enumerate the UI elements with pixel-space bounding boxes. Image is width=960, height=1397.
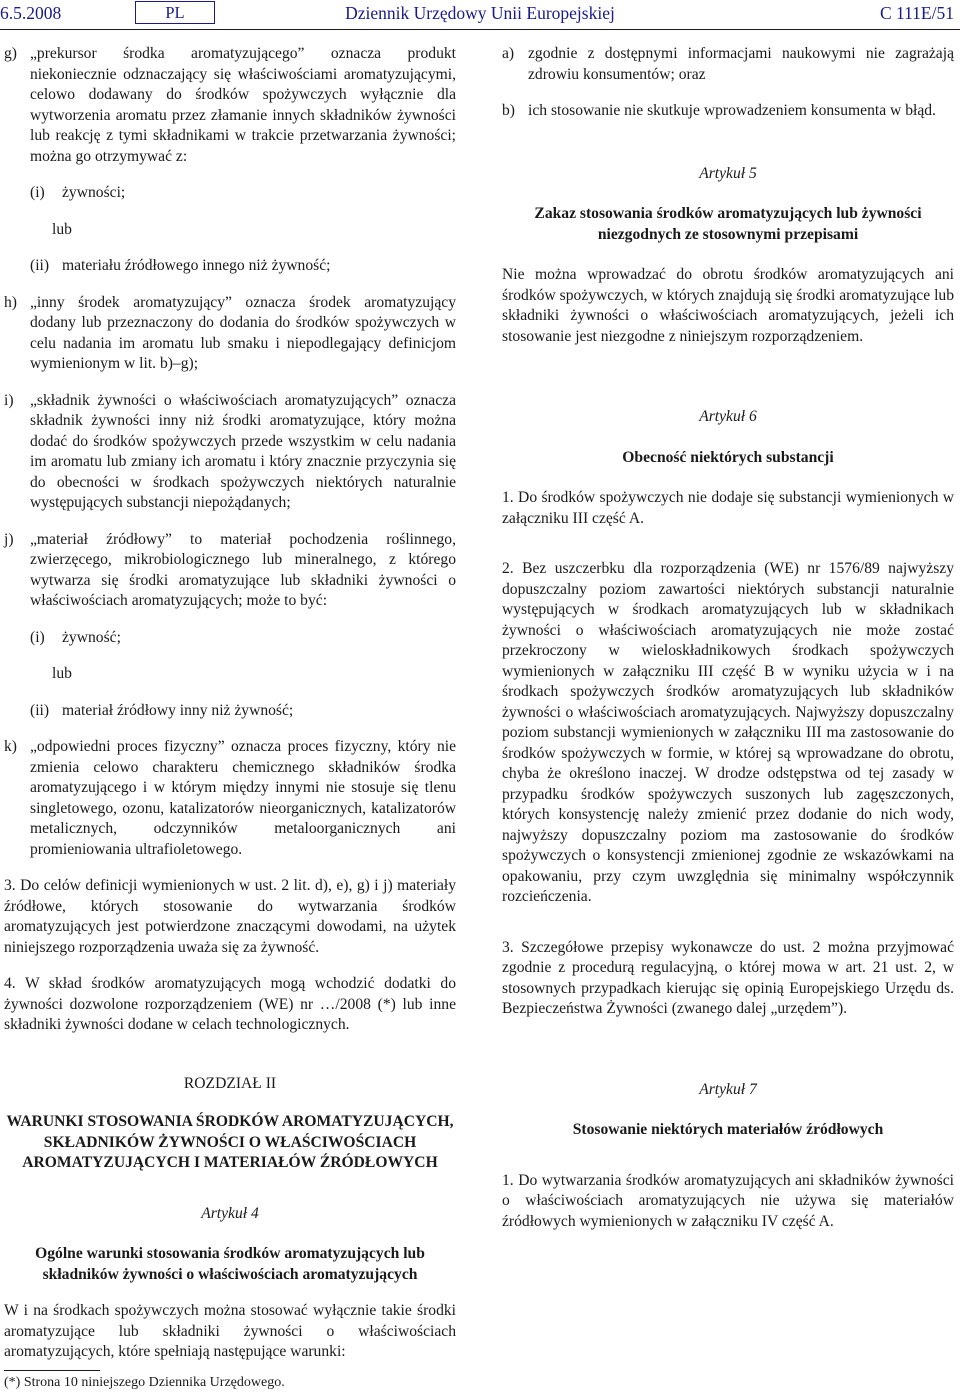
subitem-j-i <box>4 628 456 649</box>
article-7-title: Stosowanie niektórych materiałów źródłowych <box>572 1121 884 1138</box>
definition-j <box>4 530 456 612</box>
item-label: i) <box>4 391 14 409</box>
definition-g <box>4 44 456 167</box>
subitem-text: materiał źródłowy inny niż żywność; <box>62 701 294 719</box>
publication-date: 6.5.2008 <box>0 3 62 23</box>
item-label: h) <box>4 293 17 311</box>
article-6-paragraph-1: 1. Do środków spożywczych nie dodaje się substancji wymienionych w załączniku III część A. <box>502 489 954 527</box>
article-6-title: Obecność niektórych substancji <box>622 448 834 466</box>
item-text: „materiał źródłowy” to materiał pochodzenia roślinnego, zwierzęcego, mikrobiologicznego lub mineralnego, z którego wytwarza się środki aromatyzujące lub składniki żywności o właściwościach aromatyzujących; może to być: <box>30 530 456 609</box>
chapter-number: ROZDZIAŁ II <box>183 1074 277 1092</box>
condition-b <box>502 101 954 122</box>
item-text: „odpowiedni proces fizyczny” oznacza proces fizyczny, który nie zmienia celowo charakteru chemicznego składników środka aromatyzującego i w którym między innymi nie stosuje się tlenu singletowego, ozonu, katalizatorów nieorganicznych, katalizatorów metalicznych, odczynników metaloorganicznych ani promieniowania ultrafioletowego. <box>30 738 456 858</box>
item-label: j) <box>4 530 14 548</box>
article-7-heading: Artykuł 7 <box>699 1080 757 1098</box>
footnote: (*) Strona 10 niniejszego Dziennika Urzędowego. <box>4 1375 285 1390</box>
page-header <box>0 0 960 30</box>
language-box: PL <box>135 1 215 24</box>
definition-k <box>4 737 456 860</box>
footnote-rule <box>4 1370 100 1371</box>
chapter-title: WARUNKI STOSOWANIA ŚRODKÓW AROMATYZUJĄCYCH, SKŁADNIKÓW ŻYWNOŚCI O WŁAŚCIWOŚCIACH AROMATYZUJĄCYCH I MATERIAŁÓW ŹRÓDŁOWYCH <box>6 1113 454 1171</box>
item-label: k) <box>4 738 17 755</box>
item-text: „inny środek aromatyzujący” oznacza środek aromatyzujący dodany lub przeznaczony do dodania do środków spożywczych w celu nadania im aromatu lub smaku i niepodlegający definicjom wymienionym w lit. b)–g); <box>30 293 456 372</box>
item-text: zgodnie z dostępnymi informacjami naukowymi nie zagrażają zdrowiu konsumentów; oraz <box>528 45 954 83</box>
article-5-heading: Artykuł 5 <box>699 164 757 182</box>
journal-title: Dziennik Urzędowy Unii Europejskiej <box>345 3 615 23</box>
article-7-paragraph-1: 1. Do wytwarzania środków aromatyzujących ani składników żywności o właściwościach aromatyzujących nie używa się materiałów źródłowych wymienionych w załączniku IV część A. <box>502 1171 954 1230</box>
subitem-j-ii <box>4 701 456 722</box>
connector-lub: lub <box>52 220 72 238</box>
subitem-text: materiału źródłowego innego niż żywność; <box>62 257 331 274</box>
item-label: b) <box>502 102 515 119</box>
subitem-label: (ii) <box>30 257 50 274</box>
article-6-heading: Artykuł 6 <box>699 408 757 425</box>
item-text: „składnik żywności o właściwościach aromatyzujących” oznacza składnik żywności inny niż środki aromatyzujące, który można dodać do środków spożywczych przede wszystkim w celu nadania im aromatu lub zmiany ich aromatu i który znacznie przyczynia się do obecności w środkach spożywczych niektórych naturalnie występujących substancji niepożądanych; <box>30 391 456 511</box>
item-text: „prekursor środka aromatyzującego” oznacza produkt niekoniecznie odznaczający się właściwościami aromatyzującymi, celowo dodawany do środków spożywczych wyłącznie dla wytworzenia aromatu przez złamanie innych składników żywności lub reakcję z tymi składnikami w trakcie przetwarzania żywności; można go otrzymywać z: <box>30 45 456 165</box>
journal-reference: C 111E/51 <box>879 3 954 23</box>
subitem-text: żywność; <box>62 628 121 646</box>
item-text: ich stosowanie nie skutkuje wprowadzeniem konsumenta w błąd. <box>528 102 936 119</box>
item-label: a) <box>502 45 515 62</box>
subitem-label: (i) <box>30 628 45 646</box>
item-label: g) <box>4 45 17 62</box>
article-5-title: Zakaz stosowania środków aromatyzujących lub żywności niezgodnych ze stosownymi przepisami <box>534 205 922 243</box>
header-rule <box>0 29 960 30</box>
article-5-text: Nie można wprowadzać do obrotu środków aromatyzujących ani środków spożywczych, w których znajdują się środki aromatyzujące lub składniki żywności o właściwościach aromatyzujących, jeżeli ich stosowanie jest niezgodne z niniejszym rozporządzeniem. <box>502 266 954 345</box>
right-column <box>502 44 954 1232</box>
article-4-text: W i na środkach spożywczych można stosować wyłącznie takie środki aromatyzujące lub składniki żywności o właściwościach aromatyzujących, które spełniają następujące warunki: <box>4 1302 456 1360</box>
definition-i <box>4 391 456 514</box>
article-6-paragraph-2: 2. Bez uszczerbku dla rozporządzenia (WE) nr 1576/89 najwyższy dopuszczalny poziom zawartości niektórych substancji naturalnie występujących w środkach aromatyzujących lub w składnikach żywności o właściwościach aromatyzujących nie może zostać przekroczony w wieloskładnikowych środkach spożywczych wymienionych w załączniku III część B w wyniku użycia w i na środkach spożywczych środków aromatyzujących lub składników żywności o właściwościach aromatyzujących. Najwyższy dopuszczalny poziom substancji wymienionych w załączniku III ma zastosowanie do środków spożywczych w formie, w której są wprowadzane do obrotu, chyba że określono inaczej. W drodze odstępstwa od tej zasady w przypadku środków spożywczych suszonych lub zagęszczonych, których konsystencję należy zmienić przez dodanie do nich wody, najwyższy dopuszczalny poziom ma zastosowanie do środków spożywczych o konsystencji zmienionej zgodnie ze wskazówkami na opakowaniu, przy czym uwzględnia się minimalny współczynnik rozcieńczenia. <box>502 560 954 905</box>
subitem-g-ii <box>4 256 456 277</box>
subitem-label: (i) <box>30 184 45 201</box>
article-4-title: Ogólne warunki stosowania środków aromatyzujących lub składników żywności o właściwościach aromatyzujących <box>35 1245 425 1283</box>
condition-a <box>502 44 954 85</box>
paragraph-4: 4. W skład środków aromatyzujących mogą wchodzić dodatki do żywności dozwolone rozporządzeniem (WE) nr …/2008 (*) lub inne składniki żywności dodane w celach technologicznych. <box>4 975 456 1033</box>
article-4-heading: Artykuł 4 <box>201 1204 259 1222</box>
definition-h <box>4 293 456 375</box>
connector-lub: lub <box>52 665 72 682</box>
subitem-label: (ii) <box>30 701 50 719</box>
left-column <box>4 44 456 1363</box>
paragraph-3: 3. Do celów definicji wymienionych w ust. 2 lit. d), e), g) i j) materiały źródłowe, których stosowanie do wytwarzania środków aromatyzujących jest potwierdzone znaczącymi dowodami, na użytek niniejszego rozporządzenia uważa się za żywność. <box>4 877 456 956</box>
subitem-text: żywności; <box>62 184 126 201</box>
article-6-paragraph-3: 3. Szczegółowe przepisy wykonawcze do ust. 2 można przyjmować zgodnie z procedurą regulacyjną, o której mowa w art. 21 ust. 2, w stosownych przypadkach kierując się opinią Europejskiego Urzędu ds. Bezpieczeństwa Żywności (zwanego dalej „urzędem”). <box>502 938 954 1017</box>
subitem-g-i <box>4 183 456 204</box>
